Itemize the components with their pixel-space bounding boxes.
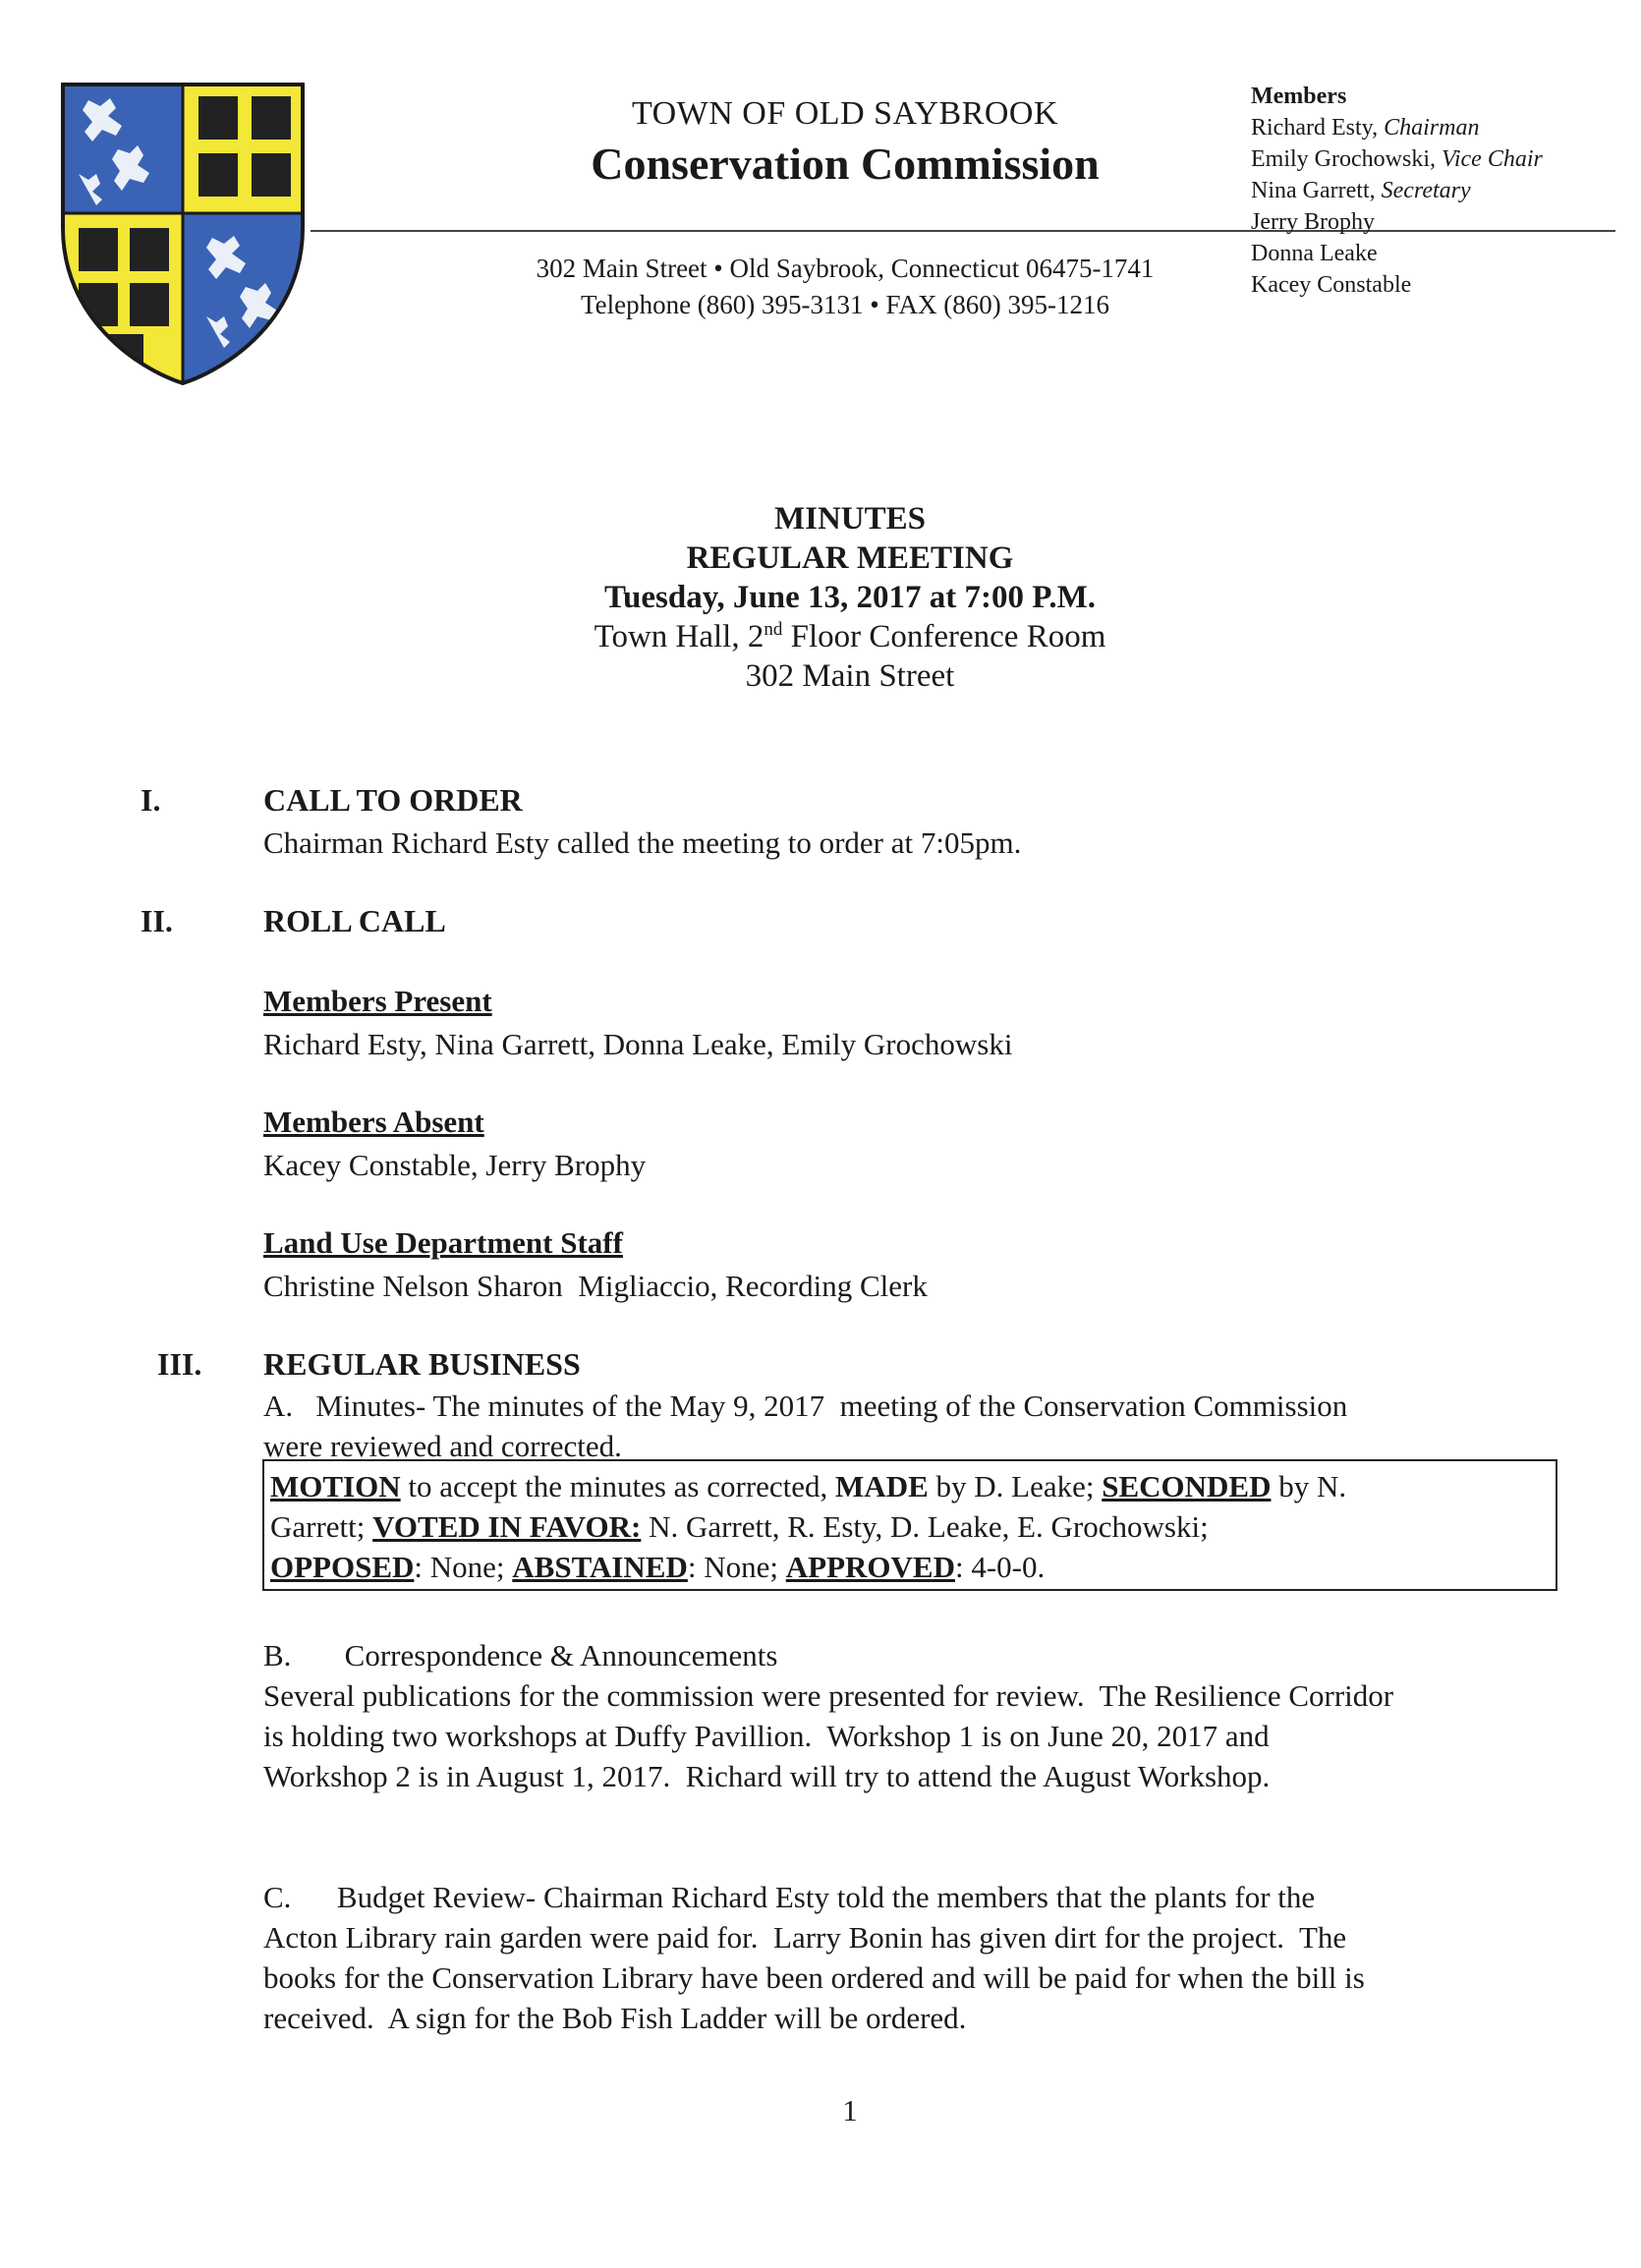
staff-text: Christine Nelson Sharon Migliaccio, Recording Clerk — [263, 1269, 928, 1303]
budget-review-line: received. A sign for the Bob Fish Ladder will be ordered. — [263, 2001, 967, 2035]
motion-line: Garrett; VOTED IN FAVOR: N. Garrett, R. Esty, D. Leake, E. Grochowski; — [270, 1509, 1209, 1544]
meeting-street: 302 Main Street — [745, 658, 955, 694]
section-number: III. — [157, 1346, 202, 1382]
member-item: Donna Leake — [1251, 241, 1378, 266]
members-absent-text: Kacey Constable, Jerry Brophy — [263, 1148, 647, 1182]
section-number: II. — [141, 903, 173, 938]
member-item: Jerry Brophy — [1251, 209, 1375, 235]
minutes-review-line: A. Minutes- The minutes of the May 9, 2017 meeting of the Conservation Commission — [263, 1389, 1348, 1423]
motion-line: MOTION to accept the minutes as corrected, MADE by D. Leake; SECONDED by N. — [270, 1469, 1347, 1503]
minutes-title-block — [324, 499, 1376, 696]
meeting-date: Tuesday, June 13, 2017 at 7:00 P.M. — [604, 580, 1096, 615]
member-item: Emily Grochowski, Vice Chair — [1251, 146, 1543, 172]
budget-review-line: C. Budget Review- Chairman Richard Esty told the members that the plants for the — [263, 1880, 1316, 1914]
members-list — [1251, 81, 1543, 301]
address-line: 302 Main Street • Old Saybrook, Connecticut 06475-1741 — [536, 254, 1155, 283]
members-present-text: Richard Esty, Nina Garrett, Donna Leake, Emily Grochowski — [263, 1027, 1013, 1061]
member-item: Nina Garrett, Secretary — [1251, 178, 1471, 203]
section-number: I. — [141, 782, 161, 818]
town-crest-icon — [59, 81, 307, 387]
staff-label: Land Use Department Staff — [263, 1225, 623, 1260]
minutes-review-line: were reviewed and corrected. — [263, 1429, 622, 1463]
page-number: 1 — [842, 2093, 858, 2127]
budget-review-line: Acton Library rain garden were paid for. Larry Bonin has given dirt for the project. The — [263, 1920, 1347, 1955]
minutes-heading: MINUTES — [773, 501, 927, 537]
meeting-type: REGULAR MEETING — [686, 540, 1014, 576]
town-name: TOWN OF OLD SAYBROOK — [631, 95, 1059, 132]
call-to-order-text: Chairman Richard Esty called the meeting to order at 7:05pm. — [263, 825, 1022, 860]
correspondence-line: Several publications for the commission were presented for review. The Resilience Corridor — [263, 1678, 1394, 1713]
member-item: Richard Esty, Chairman — [1251, 115, 1480, 141]
budget-review-line: books for the Conservation Library have been ordered and will be paid for when the bill is — [263, 1960, 1365, 1995]
commission-name: Conservation Commission — [591, 139, 1100, 189]
members-present-label: Members Present — [263, 984, 492, 1018]
member-item: Kacey Constable — [1251, 272, 1412, 298]
phone-line: Telephone (860) 395-3131 • FAX (860) 395-1216 — [581, 290, 1109, 319]
meeting-location: Town Hall, 2nd Floor Conference Room — [594, 619, 1106, 654]
section-heading-call-to-order: CALL TO ORDER — [263, 782, 523, 818]
motion-line: OPPOSED: None; ABSTAINED: None; APPROVED: 4-0-0. — [270, 1550, 1046, 1584]
correspondence-label: B. Correspondence & Announcements — [263, 1638, 778, 1673]
correspondence-line: is holding two workshops at Duffy Pavillion. Workshop 1 is on June 20, 2017 and — [263, 1719, 1270, 1753]
members-absent-label: Members Absent — [263, 1105, 484, 1139]
correspondence-line: Workshop 2 is in August 1, 2017. Richard will try to attend the August Workshop. — [263, 1759, 1271, 1793]
motion-box — [262, 1459, 1557, 1591]
section-heading-roll-call: ROLL CALL — [263, 903, 446, 938]
members-heading: Members — [1251, 84, 1347, 109]
section-heading-regular-business: REGULAR BUSINESS — [263, 1346, 581, 1382]
